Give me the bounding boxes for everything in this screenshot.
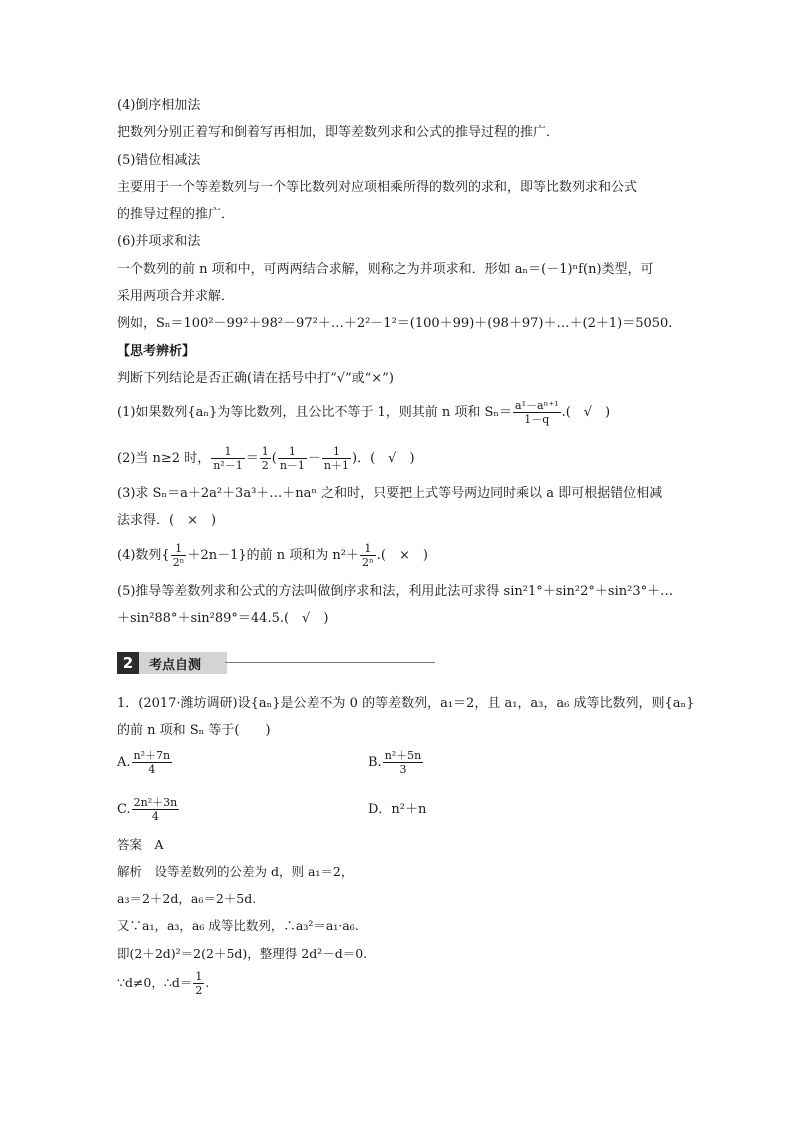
fraction: $\frac{1}{\text{n²－1}}$ xyxy=(213,445,243,472)
heading-reverse-add: (4)倒序相加法 xyxy=(117,98,201,113)
question-1-cont: 的前 n 项和 Sₙ 等于( ) xyxy=(117,723,271,738)
solution-line: 解析 设等差数列的公差为 d，则 a₁＝2， xyxy=(117,864,354,879)
text-line: 采用两项合并求解． xyxy=(117,289,235,304)
fraction: $\frac{1}{2}$ xyxy=(195,970,203,997)
fraction: $\frac{1}{n+1}$ xyxy=(323,445,350,472)
section-title: 考点自测 xyxy=(139,652,227,674)
fraction: $\frac{\text{a¹－aⁿ⁺¹}}{1-q}$ xyxy=(515,399,559,426)
fraction: $\frac{1}{\text{2ⁿ}}$ xyxy=(172,542,185,569)
option-c: C. $\frac{\text{2n²＋3n}}{4}$ xyxy=(117,796,178,823)
fraction: $\frac{1}{n-1}$ xyxy=(279,445,305,472)
option-a: A. $\frac{\text{n²＋7n}}{4}$ xyxy=(117,749,171,776)
text-line: 的推导过程的推广． xyxy=(117,207,235,222)
fraction: $\frac{1}{\text{2ⁿ}}$ xyxy=(362,542,374,569)
section-number: 2 xyxy=(117,652,139,674)
solution-line-last: ∵d≠0，∴d＝ $\frac{1}{2}$ . xyxy=(117,970,210,997)
judge-item-5: (5)推导等差数列求和公式的方法叫做倒序求和法，利用此法可求得 sin²1°＋sin²2°＋sin²3°＋… xyxy=(117,584,674,599)
option-d: D．n²＋n xyxy=(368,802,427,817)
thinking-heading: 【思考辨析】 xyxy=(117,344,196,359)
question-1: 1．(2017·潍坊调研)设{aₙ}是公差不为 0 的等差数列，a₁＝2，且 a₁，a₃，a₆ 成等比数列，则{aₙ} xyxy=(117,696,695,711)
heading-combine-terms: (6)并项求和法 xyxy=(117,234,201,249)
text-line: 主要用于一个等差数列与一个等比数列对应项相乘所得的数列的求和，即等比数列求和公式 xyxy=(117,180,638,195)
judge-item-1 xyxy=(117,396,610,430)
section-header xyxy=(117,652,227,674)
text-line: 把数列分别正着写和倒着写再相加，即等差数列求和公式的推导过程的推广． xyxy=(117,125,560,140)
option-b: B. $\frac{\text{n²＋5n}}{3}$ xyxy=(368,749,422,776)
fraction: $\frac{\text{n²＋5n}}{3}$ xyxy=(384,749,422,776)
solution-line: 又∵a₁，a₃，a₆ 成等比数列，∴a₃²＝a₁·a₆. xyxy=(117,918,359,933)
judge-item-4: (4)数列{ $\frac{1}{\text{2ⁿ}}$ ＋2n－1}的前 n 项和为 n²＋ $\frac{1}{\text{2ⁿ}}$ .( × ) xyxy=(117,542,428,569)
solution-line: 即(2＋2d)²＝2(2＋5d)，整理得 2d²－d＝0. xyxy=(117,946,368,961)
judge-item-3: (3)求 Sₙ＝a＋2a²＋3a³＋…＋naⁿ 之和时，只要把上式等号两边同时乘以 a 即可根据错位相减 xyxy=(117,486,663,501)
judge-item-2: (2)当 n≥2 时， $\frac{1}{\text{n²－1}}$ ＝ $\frac{1}{2}$ ( $\frac{1}{n-1}$ － $\frac{1}{n+1}$ )．( √ ) xyxy=(117,445,415,472)
section-rule xyxy=(225,662,435,663)
answer-label: 答案 A xyxy=(117,837,164,852)
heading-misalign-subtract: (5)错位相减法 xyxy=(117,153,201,168)
judge-item-5-cont: ＋sin²88°＋sin²89°＝44.5.( √ ) xyxy=(117,611,329,626)
solution-line: a₃＝2＋2d，a₆＝2＋5d. xyxy=(117,891,257,906)
text-line: 一个数列的前 n 项和中，可两两结合求解，则称之为并项求和．形如 aₙ＝(－1)ⁿf(n)类型，可 xyxy=(117,262,654,277)
fraction: $\frac{1}{2}$ xyxy=(261,445,269,472)
judge-item-3-cont: 法求得．( × ) xyxy=(117,513,217,528)
item-text: .( √ ) xyxy=(561,405,611,420)
example-line: 例如，Sₙ＝100²－99²＋98²－97²＋…＋2²－1²＝(100＋99)＋(98＋97)＋…＋(2＋1)＝5050. xyxy=(117,316,673,331)
judge-instruction: 判断下列结论是否正确(请在括号中打“√”或“×”) xyxy=(117,371,394,386)
item-text: (1)如果数列{aₙ}为等比数列，且公比不等于 1，则其前 n 项和 Sₙ＝ xyxy=(117,405,513,420)
fraction: $\frac{\text{2n²＋3n}}{4}$ xyxy=(133,796,178,823)
fraction: $\frac{\text{n²＋7n}}{4}$ xyxy=(133,749,171,776)
